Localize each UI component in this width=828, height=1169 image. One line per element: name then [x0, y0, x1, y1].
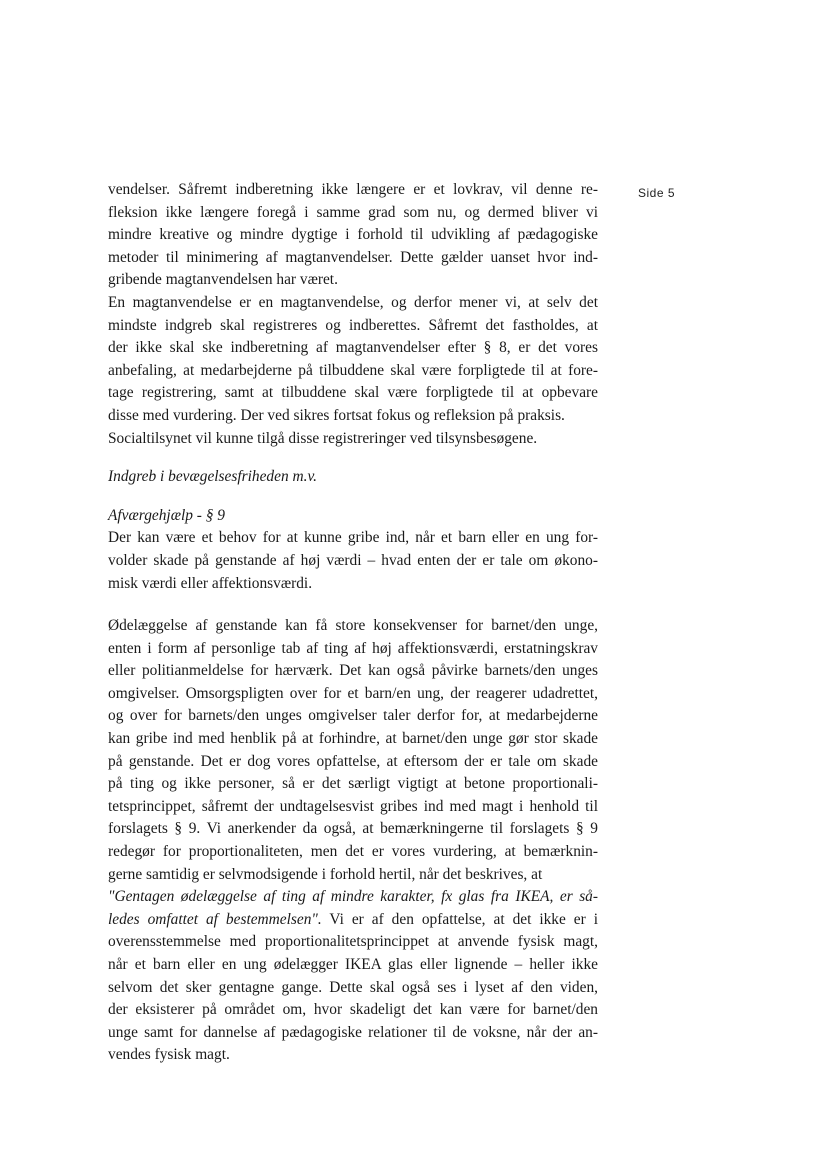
- text-line: vendelser. Såfremt indberetning ikke længere er et lovkrav, vil denne re-: [108, 181, 598, 198]
- text-line: Der kan være et behov for at kunne gribe ind, når et barn eller en ung for-: [108, 529, 598, 547]
- text-line: vendes fysisk magt.: [108, 1046, 230, 1064]
- text-line: volder skade på genstande af høj værdi – hvad enten der er tale om økono-: [108, 551, 598, 569]
- text-line: unge samt for dannelse af pædagogiske relationer til de voksne, når der an-: [108, 1023, 598, 1041]
- text-line: Socialtilsynet vil kunne tilgå disse registreringer ved tilsynsbesøgene.: [108, 429, 538, 447]
- text-line: metoder til minimering af magtanvendelser. Dette gælder uanset hvor ind-: [108, 248, 598, 266]
- paragraph-1: [108, 179, 598, 292]
- quote-text: ledes omfattet af bestemmelsen".: [108, 910, 322, 928]
- paragraph-4: [108, 615, 598, 1067]
- text-line: [108, 909, 598, 932]
- paragraph-3: [108, 527, 598, 595]
- text-line: forslagets § 9. Vi anerkender da også, at bemærkningerne til forslagets § 9: [108, 820, 598, 838]
- text-line: på genstande. Det er dog vores opfattelse, at eftersom der er tale om skade: [108, 752, 598, 770]
- paragraph-2: [108, 292, 598, 450]
- section-heading: Indgreb i bevægelsesfriheden m.v.: [108, 468, 317, 486]
- text-line: kan gribe ind med henblik på at forhindre, at barnet/den unge gør stor skade: [108, 730, 598, 748]
- subheading: Afværgehjælp - § 9: [108, 506, 225, 524]
- text-line: mindre kreative og mindre dygtige i forhold til udvikling af pædagogiske: [108, 226, 598, 244]
- page-number: Side 5: [638, 186, 676, 200]
- text-line: selvom det sker gentagne gange. Dette skal også ses i lyset af den viden,: [108, 978, 598, 996]
- text-line: tage registrering, samt at tilbuddene skal være forpligtede til at opbevare: [108, 384, 598, 402]
- text-line: når et barn eller en ung ødelægger IKEA glas eller lignende – heller ikke: [108, 956, 598, 973]
- text-line: tetsprincippet, såfremt der undtagelsesvist gribes ind med magt i henhold til: [108, 797, 598, 815]
- text-line: misk værdi eller affektionsværdi.: [108, 574, 313, 592]
- text-line: enten i form af personlige tab af ting af høj affektionsværdi, erstatningskrav: [108, 639, 598, 657]
- text-line: overensstemmelse med proportionalitetsprincippet at anvende fysisk magt,: [108, 933, 598, 951]
- text-line: En magtanvendelse er en magtanvendelse, og derfor mener vi, at selv det: [108, 293, 598, 311]
- text-line: omgivelser. Omsorgspligten over for et barn/en ung, der reagerer udadrettet,: [108, 684, 598, 702]
- text-line: gerne samtidig er selvmodsigende i forhold hertil, når det beskrives, at: [108, 865, 543, 883]
- document-body: [108, 179, 598, 1067]
- quote-followup-text: Vi er af den opfattelse, at det ikke er i: [321, 910, 598, 928]
- quote-line: "Gentagen ødelæggelse af ting af mindre karakter, fx glas fra IKEA, er så-: [108, 888, 598, 906]
- text-line: på ting og ikke personer, så er det særligt vigtigt at betone proportionali-: [108, 775, 598, 793]
- text-line: og over for barnets/den unges omgivelser taler derfor for, at medarbejderne: [108, 707, 598, 725]
- text-line: mindste indgreb skal registreres og indberettes. Såfremt det fastholdes, at: [108, 316, 598, 334]
- text-line: fleksion ikke længere foregå i samme grad som nu, og dermed bliver vi: [108, 203, 598, 221]
- text-line: anbefaling, at medarbejderne på tilbuddene skal være forpligtede til at fore-: [108, 361, 598, 379]
- text-line: gribende magtanvendelsen har været.: [108, 271, 338, 289]
- text-line: Ødelæggelse af genstande kan få store konsekvenser for barnet/den unge,: [108, 617, 598, 635]
- text-line: redegør for proportionaliteten, men det er vores vurdering, at bemærknin-: [108, 843, 598, 861]
- text-line: der ikke skal ske indberetning af magtanvendelser efter § 8, er det vores: [108, 339, 598, 357]
- text-line: der eksisterer på området om, hvor skadeligt det kan være for barnet/den: [108, 1001, 598, 1019]
- text-line: eller politianmeldelse for hærværk. Det kan også påvirke barnets/den unges: [108, 662, 598, 680]
- text-line: disse med vurdering. Der ved sikres fortsat fokus og refleksion på praksis.: [108, 406, 565, 424]
